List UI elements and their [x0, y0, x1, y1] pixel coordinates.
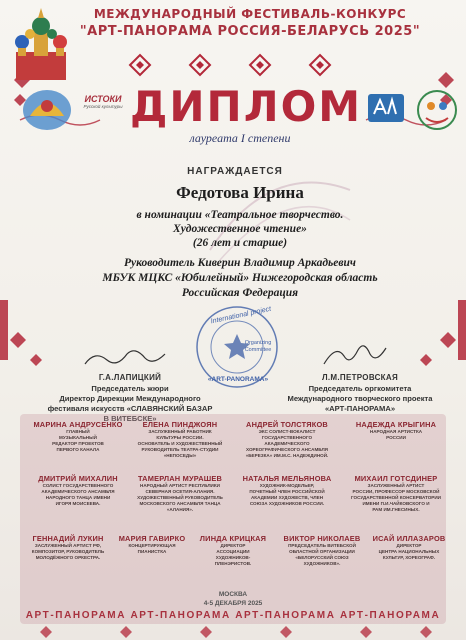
jury-member-role-line: «БЕРЕЗКА» ИМ.М.С. НАДЕЖДИНОЙ.	[245, 453, 329, 458]
jury-member-role-line: ОСНОВАТЕЛЬ И ХУДОЖЕСТВЕННЫЙ	[137, 441, 223, 446]
jury-member-role-line: СОЮЗА ХУДОЖНИКОВ РОССИИ.	[249, 501, 325, 506]
jury-member	[28, 420, 128, 453]
jury-member-role-line: ОБЛАСТНОЙ ОРГАНИЗАЦИИ	[289, 549, 355, 554]
jury-member-name: НАДЕЖДА КРЫГИНА	[355, 420, 437, 429]
jury-member-role-line: АКАДЕМИЧЕСКОГО АНСАМБЛЯ	[41, 489, 115, 494]
jury-member-name: НАТАЛЬЯ МЕЛЬЯНОВА	[242, 474, 332, 483]
jury-member-role-line: ИМЕНИ П.И.ЧАЙКОВСКОГО И	[362, 501, 430, 506]
jury-member-role-line: ПИАНИСТКА	[137, 549, 167, 554]
festival-line-2: "АРТ-ПАНОРАМА РОССИЯ-БЕЛАРУСЬ 2025"	[79, 24, 421, 39]
jury-member	[346, 420, 446, 441]
jury-member-role-line: ПЛЕНЭРИСТОВ.	[214, 561, 252, 566]
jury-member-role-line: ХУДОЖЕСТВЕННЫЙ РУКОВОДИТЕЛЬ	[137, 495, 223, 500]
jury-member-role-line: НАРОДНАЯ АРТИСТКА	[369, 429, 423, 434]
jury-member-role-line: СОЛИСТ ГОСУДАРСТВЕННОГО	[42, 483, 114, 488]
recipient-name: Федотова Ирина	[176, 183, 304, 202]
jury-member-name: ВИКТОР НИКОЛАЕВ	[283, 534, 361, 543]
signatory-1-role-line-2: Директор Дирекции Международного	[59, 394, 201, 403]
jury-member	[128, 420, 232, 459]
jury-member-role-line: ИГОРЯ МОИСЕЕВА.	[55, 501, 101, 506]
jury-member-role-line: ЗАСЛУЖЕННЫЙ АРТИСТ	[367, 483, 425, 488]
jury-member	[112, 534, 192, 555]
jury-member-role-line: МОЛОДЁЖНОГО ОРКЕСТРА.	[35, 555, 101, 560]
jury-member-role-line: АССОЦИАЦИИ	[216, 549, 250, 554]
jury-member-role-line: «БЕЛОРУССКИЙ СОЮЗ	[295, 555, 349, 560]
seal-middle-text-2: Committee	[244, 347, 272, 353]
jury-member-role-line: «НЕПОСЕДЫ»	[163, 453, 197, 458]
jury-member-role-line: КОНЦЕРТИРУЮЩАЯ	[128, 543, 176, 548]
leader-line: Руководитель Киверин Владимир Аркадьевич	[124, 257, 356, 269]
jury-member	[232, 420, 342, 459]
jury-member-name: МАРИЯ ГАВИРКО	[118, 534, 186, 543]
jury-member-role-line: АКАДЕМИИ ХУДОЖЕСТВ, ЧЛЕН	[250, 495, 324, 500]
jury-member-name: ЕЛЕНА ПИНДЖОЯН	[142, 420, 218, 429]
jury-member-role-line: ПОЧЕТНЫЙ ЧЛЕН РОССИЙСКОЙ	[249, 489, 325, 494]
jury-member	[232, 474, 342, 507]
jury-member-role-line: РОССИИ, ПРОФЕССОР МОСКОВСКОЙ	[352, 489, 440, 494]
jury-member-role-line: НАРОДНЫЙ АРТИСТ РЕСПУБЛИКИ	[140, 483, 220, 488]
jury-member-name: МАРИНА АНДРУСЕНКО	[33, 420, 123, 429]
signatory-2-role	[270, 384, 450, 414]
jury-member-role-line: ХОРЕОГРАФИЧЕСКОГО АНСАМБЛЯ	[246, 447, 328, 452]
institution-line: МБУК МЦКС «Юбилейный» Нижегородская область	[102, 272, 378, 284]
jury-member-role-line: РУКОВОДИТЕЛЬ ТЕАТРА-СТУДИИ	[141, 447, 219, 452]
jury-member-role-line: РЕДАКТОР ПРОЕКТОВ	[52, 441, 104, 446]
jury-member-role-line: АКАДЕМИЧЕСКОГО	[264, 441, 310, 446]
art-panorama-logo-icon	[20, 86, 74, 134]
signatory-1-role-line-4: В ВИТЕБСКЕ»	[103, 414, 157, 423]
footer-city: МОСКВА	[218, 591, 248, 598]
jury-member-role-line: ЗАСЛУЖЕННЫЙ РАБОТНИК	[148, 429, 212, 434]
footer-band: АРТ-ПАНОРАМА АРТ-ПАНОРАМА АРТ-ПАНОРАМА АРТ-ПАНОРАМА	[25, 610, 441, 621]
jury-member-role-line: СЕВЕРНАЯ ОСЕТИЯ-АЛАНИЯ.	[145, 489, 215, 494]
country-line: Российская Федерация	[181, 287, 299, 299]
jury-member-role-line: ПРЕДСЕДАТЕЛЬ ВИТЕБСКОЙ	[288, 543, 356, 548]
jury-member-role-line: ДИРЕКТОР	[220, 543, 246, 548]
jury-member-role-line: МУЗЫКАЛЬНЫЙ	[59, 435, 97, 440]
signatory-2-name: Л.М.ПЕТРОВСКАЯ	[321, 373, 398, 382]
jury-member-role-line: «АЛАНИЯ».	[166, 507, 194, 512]
jury-member-name: АНДРЕЙ ТОЛСТЯКОВ	[246, 420, 328, 429]
jury-member-name: ГЕННАДИЙ ЛУКИН	[32, 534, 104, 543]
jury-member-role-line: ХУДОЖНИК-МОДЕЛЬЕР,	[259, 483, 315, 488]
jury-member-role-line: КУЛЬТУРЫ РОССИИ.	[156, 435, 204, 440]
signatory-2-role-line-1: Председатель оргкомитета	[308, 384, 412, 393]
laureate-degree: лауреата I степени	[189, 131, 291, 145]
nomination-line-1: в номинации «Театральное творчество.	[136, 209, 344, 221]
bottom-ornament	[0, 624, 466, 640]
jury-member	[22, 534, 114, 561]
awarded-label: НАГРАЖДАЕТСЯ	[187, 166, 283, 177]
signatory-1-role-line-1: Председатель жюри	[91, 384, 169, 393]
jury-member-role-line: ЭКС СОЛИСТ-ВОКАЛИСТ	[258, 429, 316, 434]
jury-member	[28, 474, 128, 507]
jury-member-role-line: ГОСУДАРСТВЕННОЙ КОНСЕРВАТОРИИ	[351, 495, 441, 500]
istoki-logo-subtitle: Русской культуры	[83, 104, 123, 109]
signature-petrovskaya	[320, 340, 390, 370]
jury-member-name: ТАМЕРЛАН МУРАШЕВ	[137, 474, 223, 483]
jury-member-role-line: МОСКОВСКОГО АНСАМБЛЯ ТАНЦА	[139, 501, 221, 506]
nomination-line-2: Художественное чтение»	[173, 223, 307, 235]
jury-member	[346, 474, 446, 513]
partner-logo-icon	[366, 90, 406, 126]
jury-member-name: МИХАИЛ ГОТСДИНЕР	[354, 474, 438, 483]
istoki-logo-title: ИСТОКИ	[84, 94, 122, 104]
jury-member-role-line: ГЛАВНЫЙ	[66, 429, 90, 434]
jury-member	[276, 534, 368, 567]
signatory-2-role-line-2: Международного творческого проекта	[287, 394, 433, 403]
diamond-ornament-row	[70, 50, 420, 80]
istoki-logo	[78, 94, 128, 109]
signatory-2-role-line-3: «АРТ-ПАНОРАМА»	[324, 404, 396, 413]
signatory-1-name: Г.А.ЛАПИЦКИЙ	[98, 373, 162, 382]
footer-dates: 4-5 ДЕКАБРЯ 2025	[203, 600, 263, 607]
jury-member-role-line: ХУДОЖНИКОВ».	[303, 561, 341, 566]
jury-member-name: ДМИТРИЙ МИХАЛИН	[38, 474, 118, 483]
jury-member-role-line: ХУДОЖНИКОВ-	[215, 555, 251, 560]
jury-member-role-line: РОССИИ	[386, 435, 406, 440]
jury-member	[366, 534, 452, 561]
nomination-age: (26 лет и старше)	[192, 237, 288, 249]
seal-bottom-text: «ART-PANORAMA»	[207, 376, 269, 383]
jury-member-role-line: КУЛЬТУР, ХОРЕОГРАФ.	[382, 555, 436, 560]
jury-member-role-line: РАМ ИМ.ГНЕСИНЫХ.	[372, 507, 420, 512]
jury-member-role-line: ДИРЕКТОР	[396, 543, 422, 548]
jury-member-role-line: ГОСУДАРСТВЕННОГО	[261, 435, 313, 440]
signatory-1-role-line-3: фестиваля искусств «СЛАВЯНСКИЙ БАЗАР	[47, 404, 213, 413]
signature-lapitsky	[80, 346, 170, 370]
children-festival-logo-icon	[414, 88, 460, 132]
jury-member-role-line: ПЕРВОГО КАНАЛА	[56, 447, 100, 452]
jury-member-role-line: НАРОДНОГО ТАНЦА ИМЕНИ	[45, 495, 111, 500]
festival-line-1: МЕЖДУНАРОДНЫЙ ФЕСТИВАЛЬ-КОНКУРС	[93, 7, 407, 21]
jury-member-role-line: ЗАСЛУЖЕННЫЙ АРТИСТ РФ,	[34, 543, 102, 548]
jury-member	[128, 474, 232, 513]
jury-member-role-line: ЦЕНТРА НАЦИОНАЛЬНЫХ	[378, 549, 440, 554]
jury-member-name: ИСАЙ ИЛЛАЗАРОВ	[372, 534, 446, 543]
jury-member	[190, 534, 276, 567]
seal-middle-text-1: Organizing	[244, 340, 272, 346]
jury-member-role-line: КОМПОЗИТОР, РУКОВОДИТЕЛЬ	[31, 549, 105, 554]
seal-top-text: International project	[210, 305, 272, 326]
diploma-title: ДИПЛОМ	[130, 82, 363, 131]
jury-member-name: ЛИНДА КРИЦКАЯ	[199, 534, 267, 543]
